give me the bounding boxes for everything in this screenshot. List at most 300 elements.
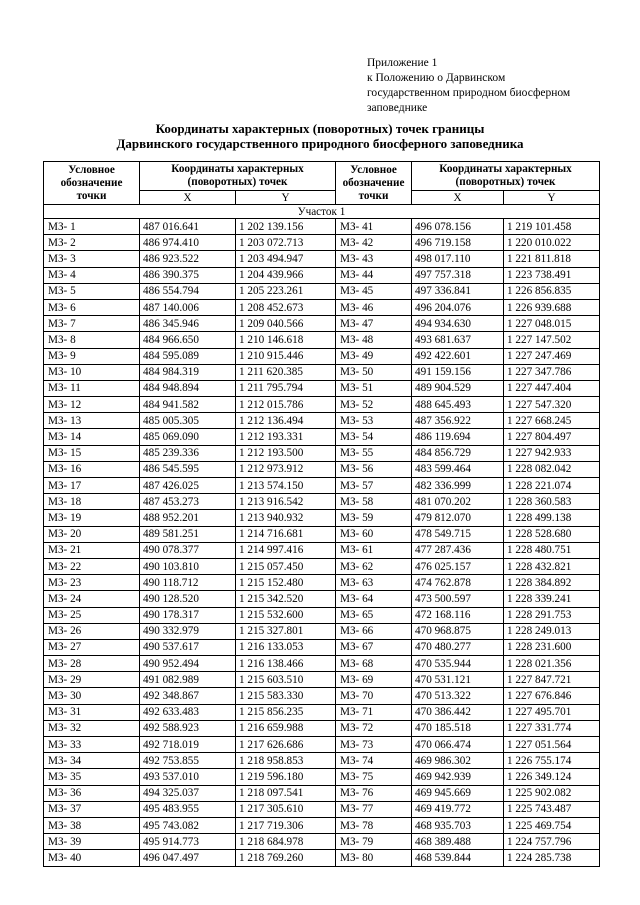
- x-value-left: 485 005.305: [140, 413, 236, 429]
- point-label-left: МЗ- 22: [44, 558, 140, 574]
- point-label-right: МЗ- 48: [336, 332, 412, 348]
- y-value-left: 1 212 193.331: [236, 429, 336, 445]
- table-row: [44, 753, 600, 769]
- section-label: Участок 1: [44, 205, 600, 219]
- y-value-right: 1 228 231.600: [504, 639, 600, 655]
- point-label-right: МЗ- 73: [336, 737, 412, 753]
- y-value-right: 1 228 249.013: [504, 623, 600, 639]
- x-value-left: 492 753.855: [140, 753, 236, 769]
- y-value-right: 1 228 082.042: [504, 461, 600, 477]
- point-label-right: МЗ- 67: [336, 639, 412, 655]
- point-label-right: МЗ- 43: [336, 251, 412, 267]
- y-value-left: 1 215 342.520: [236, 591, 336, 607]
- point-label-left: МЗ- 38: [44, 817, 140, 833]
- point-label-right: МЗ- 49: [336, 348, 412, 364]
- y-value-left: 1 214 997.416: [236, 542, 336, 558]
- point-label-left: МЗ- 36: [44, 785, 140, 801]
- point-label-left: МЗ- 25: [44, 607, 140, 623]
- table-row: [44, 737, 600, 753]
- point-label-right: МЗ- 72: [336, 720, 412, 736]
- y-value-right: 1 228 384.892: [504, 575, 600, 591]
- table-row: [44, 785, 600, 801]
- x-value-right: 498 017.110: [412, 251, 504, 267]
- y-value-left: 1 205 223.261: [236, 283, 336, 299]
- x-value-right: 496 719.158: [412, 235, 504, 251]
- y-value-left: 1 213 916.542: [236, 494, 336, 510]
- table-row: [44, 429, 600, 445]
- header-y-left: Y: [236, 191, 336, 205]
- point-label-left: МЗ- 12: [44, 397, 140, 413]
- x-value-left: 492 348.867: [140, 688, 236, 704]
- x-value-left: 490 178.317: [140, 607, 236, 623]
- header-coords-line2: (поворотных) точек: [187, 176, 288, 188]
- point-label-left: МЗ- 33: [44, 737, 140, 753]
- point-label-left: МЗ- 10: [44, 364, 140, 380]
- table-row: [44, 801, 600, 817]
- x-value-right: 489 904.529: [412, 380, 504, 396]
- appendix-note: [367, 56, 627, 116]
- table-row: [44, 413, 600, 429]
- title-line-1: Координаты характерных (поворотных) точек границы: [155, 121, 485, 136]
- point-label-right: МЗ- 55: [336, 445, 412, 461]
- point-label-left: МЗ- 21: [44, 542, 140, 558]
- x-value-right: 481 070.202: [412, 494, 504, 510]
- x-value-left: 490 103.810: [140, 558, 236, 574]
- point-label-right: МЗ- 68: [336, 656, 412, 672]
- x-value-left: 490 952.494: [140, 656, 236, 672]
- y-value-right: 1 227 147.502: [504, 332, 600, 348]
- header-point-left: [44, 162, 140, 205]
- y-value-left: 1 215 057.450: [236, 558, 336, 574]
- point-label-left: МЗ- 37: [44, 801, 140, 817]
- y-value-right: 1 227 676.846: [504, 688, 600, 704]
- x-value-right: 477 287.436: [412, 542, 504, 558]
- point-label-right: МЗ- 50: [336, 364, 412, 380]
- x-value-left: 487 016.641: [140, 219, 236, 235]
- y-value-right: 1 225 469.754: [504, 817, 600, 833]
- x-value-right: 469 942.939: [412, 769, 504, 785]
- x-value-left: 484 984.319: [140, 364, 236, 380]
- x-value-left: 495 914.773: [140, 834, 236, 850]
- point-label-left: МЗ- 9: [44, 348, 140, 364]
- x-value-left: 494 325.037: [140, 785, 236, 801]
- table-row: [44, 332, 600, 348]
- point-label-right: МЗ- 64: [336, 591, 412, 607]
- y-value-right: 1 227 051.564: [504, 737, 600, 753]
- y-value-right: 1 228 221.074: [504, 478, 600, 494]
- point-label-left: МЗ- 39: [44, 834, 140, 850]
- point-label-right: МЗ- 60: [336, 526, 412, 542]
- point-label-right: МЗ- 66: [336, 623, 412, 639]
- point-label-right: МЗ- 41: [336, 219, 412, 235]
- table-row: [44, 251, 600, 267]
- x-value-right: 470 513.322: [412, 688, 504, 704]
- x-value-right: 468 935.703: [412, 817, 504, 833]
- point-label-left: МЗ- 18: [44, 494, 140, 510]
- x-value-left: 484 941.582: [140, 397, 236, 413]
- x-value-right: 470 480.277: [412, 639, 504, 655]
- y-value-right: 1 228 339.241: [504, 591, 600, 607]
- point-label-left: МЗ- 29: [44, 672, 140, 688]
- point-label-right: МЗ- 45: [336, 283, 412, 299]
- x-value-left: 484 966.650: [140, 332, 236, 348]
- x-value-right: 488 645.493: [412, 397, 504, 413]
- table-row: [44, 623, 600, 639]
- y-value-right: 1 225 743.487: [504, 801, 600, 817]
- point-label-right: МЗ- 63: [336, 575, 412, 591]
- point-label-right: МЗ- 71: [336, 704, 412, 720]
- appendix-line: Приложение 1: [367, 57, 438, 69]
- section-row: [44, 205, 600, 219]
- x-value-right: 494 934.630: [412, 316, 504, 332]
- table-row: [44, 639, 600, 655]
- y-value-left: 1 203 072.713: [236, 235, 336, 251]
- table-row: [44, 348, 600, 364]
- x-value-left: 490 332.979: [140, 623, 236, 639]
- point-label-left: МЗ- 1: [44, 219, 140, 235]
- point-label-right: МЗ- 77: [336, 801, 412, 817]
- x-value-right: 484 856.729: [412, 445, 504, 461]
- x-value-left: 486 554.794: [140, 283, 236, 299]
- table-row: [44, 478, 600, 494]
- point-label-right: МЗ- 78: [336, 817, 412, 833]
- y-value-right: 1 219 101.458: [504, 219, 600, 235]
- y-value-right: 1 227 447.404: [504, 380, 600, 396]
- y-value-right: 1 221 811.818: [504, 251, 600, 267]
- point-label-right: МЗ- 65: [336, 607, 412, 623]
- table-row: [44, 575, 600, 591]
- x-value-left: 492 718.019: [140, 737, 236, 753]
- point-label-right: МЗ- 76: [336, 785, 412, 801]
- x-value-left: 486 545.595: [140, 461, 236, 477]
- point-label-right: МЗ- 44: [336, 267, 412, 283]
- header-coords-line2: (поворотных) точек: [455, 176, 556, 188]
- y-value-left: 1 212 136.494: [236, 413, 336, 429]
- header-point-line3: точки: [358, 189, 389, 202]
- table-row: [44, 834, 600, 850]
- x-value-left: 486 974.410: [140, 235, 236, 251]
- x-value-right: 497 757.318: [412, 267, 504, 283]
- x-value-right: 483 599.464: [412, 461, 504, 477]
- y-value-right: 1 227 347.786: [504, 364, 600, 380]
- x-value-right: 470 386.442: [412, 704, 504, 720]
- table-row: [44, 510, 600, 526]
- coordinates-table: [43, 161, 600, 867]
- y-value-right: 1 226 939.688: [504, 299, 600, 315]
- point-label-left: МЗ- 7: [44, 316, 140, 332]
- point-label-left: МЗ- 26: [44, 623, 140, 639]
- x-value-right: 493 681.637: [412, 332, 504, 348]
- x-value-right: 492 422.601: [412, 348, 504, 364]
- point-label-left: МЗ- 3: [44, 251, 140, 267]
- y-value-left: 1 212 973.912: [236, 461, 336, 477]
- x-value-right: 482 336.999: [412, 478, 504, 494]
- table-row: [44, 283, 600, 299]
- point-label-right: МЗ- 70: [336, 688, 412, 704]
- point-label-left: МЗ- 32: [44, 720, 140, 736]
- y-value-left: 1 218 097.541: [236, 785, 336, 801]
- x-value-right: 487 356.922: [412, 413, 504, 429]
- header-coords-line1: Координаты характерных: [171, 163, 304, 175]
- y-value-left: 1 216 138.466: [236, 656, 336, 672]
- point-label-left: МЗ- 13: [44, 413, 140, 429]
- x-value-left: 487 426.025: [140, 478, 236, 494]
- table-row: [44, 688, 600, 704]
- point-label-right: МЗ- 53: [336, 413, 412, 429]
- point-label-right: МЗ- 42: [336, 235, 412, 251]
- x-value-right: 476 025.157: [412, 558, 504, 574]
- y-value-right: 1 227 048.015: [504, 316, 600, 332]
- header-x-left: X: [140, 191, 236, 205]
- y-value-left: 1 202 139.156: [236, 219, 336, 235]
- x-value-left: 492 633.483: [140, 704, 236, 720]
- point-label-left: МЗ- 24: [44, 591, 140, 607]
- x-value-right: 496 204.076: [412, 299, 504, 315]
- table-row: [44, 445, 600, 461]
- y-value-right: 1 228 432.821: [504, 558, 600, 574]
- x-value-right: 478 549.715: [412, 526, 504, 542]
- y-value-left: 1 218 684.978: [236, 834, 336, 850]
- y-value-left: 1 210 146.618: [236, 332, 336, 348]
- header-point-line3: точки: [76, 189, 107, 202]
- x-value-left: 484 595.089: [140, 348, 236, 364]
- y-value-right: 1 226 856.835: [504, 283, 600, 299]
- y-value-left: 1 215 327.801: [236, 623, 336, 639]
- point-label-left: МЗ- 31: [44, 704, 140, 720]
- header-point-line1: Условное: [68, 163, 115, 176]
- header-point-line2: обозначение: [342, 176, 405, 189]
- point-label-left: МЗ- 14: [44, 429, 140, 445]
- table-row: [44, 656, 600, 672]
- y-value-left: 1 216 133.053: [236, 639, 336, 655]
- point-label-right: МЗ- 46: [336, 299, 412, 315]
- appendix-line: к Положению о Дарвинском: [367, 72, 506, 84]
- x-value-left: 495 483.955: [140, 801, 236, 817]
- x-value-left: 486 345.946: [140, 316, 236, 332]
- y-value-right: 1 227 668.245: [504, 413, 600, 429]
- point-label-right: МЗ- 61: [336, 542, 412, 558]
- x-value-left: 485 069.090: [140, 429, 236, 445]
- point-label-left: МЗ- 35: [44, 769, 140, 785]
- table-row: [44, 397, 600, 413]
- x-value-left: 485 239.336: [140, 445, 236, 461]
- point-label-left: МЗ- 15: [44, 445, 140, 461]
- header-point-right: [336, 162, 412, 205]
- point-label-left: МЗ- 8: [44, 332, 140, 348]
- x-value-right: 472 168.116: [412, 607, 504, 623]
- point-label-left: МЗ- 16: [44, 461, 140, 477]
- y-value-right: 1 228 528.680: [504, 526, 600, 542]
- header-coords-line1: Координаты характерных: [439, 163, 572, 175]
- table-body: [44, 205, 600, 867]
- y-value-left: 1 211 795.794: [236, 380, 336, 396]
- point-label-left: МЗ- 23: [44, 575, 140, 591]
- table-row: [44, 461, 600, 477]
- point-label-left: МЗ- 19: [44, 510, 140, 526]
- x-value-right: 479 812.070: [412, 510, 504, 526]
- table-row: [44, 299, 600, 315]
- y-value-left: 1 211 620.385: [236, 364, 336, 380]
- y-value-right: 1 226 349.124: [504, 769, 600, 785]
- y-value-left: 1 216 659.988: [236, 720, 336, 736]
- table-row: [44, 607, 600, 623]
- point-label-right: МЗ- 74: [336, 753, 412, 769]
- x-value-left: 492 588.923: [140, 720, 236, 736]
- x-value-right: 486 119.694: [412, 429, 504, 445]
- x-value-right: 470 968.875: [412, 623, 504, 639]
- point-label-right: МЗ- 57: [336, 478, 412, 494]
- y-value-left: 1 215 583.330: [236, 688, 336, 704]
- y-value-right: 1 228 021.356: [504, 656, 600, 672]
- point-label-left: МЗ- 40: [44, 850, 140, 866]
- y-value-right: 1 224 285.738: [504, 850, 600, 866]
- y-value-right: 1 226 755.174: [504, 753, 600, 769]
- table-row: [44, 219, 600, 235]
- y-value-left: 1 212 015.786: [236, 397, 336, 413]
- x-value-left: 491 082.989: [140, 672, 236, 688]
- table-row: [44, 817, 600, 833]
- y-value-right: 1 227 547.320: [504, 397, 600, 413]
- point-label-right: МЗ- 56: [336, 461, 412, 477]
- point-label-right: МЗ- 51: [336, 380, 412, 396]
- table-row: [44, 720, 600, 736]
- x-value-left: 486 923.522: [140, 251, 236, 267]
- y-value-right: 1 228 291.753: [504, 607, 600, 623]
- x-value-left: 487 453.273: [140, 494, 236, 510]
- x-value-right: 491 159.156: [412, 364, 504, 380]
- x-value-left: 495 743.082: [140, 817, 236, 833]
- y-value-left: 1 217 626.686: [236, 737, 336, 753]
- y-value-left: 1 217 305.610: [236, 801, 336, 817]
- point-label-right: МЗ- 54: [336, 429, 412, 445]
- y-value-right: 1 228 499.138: [504, 510, 600, 526]
- table-row: [44, 558, 600, 574]
- y-value-right: 1 223 738.491: [504, 267, 600, 283]
- x-value-right: 474 762.878: [412, 575, 504, 591]
- point-label-left: МЗ- 28: [44, 656, 140, 672]
- table-row: [44, 591, 600, 607]
- x-value-right: 469 986.302: [412, 753, 504, 769]
- table-row: [44, 380, 600, 396]
- header-point-line2: обозначение: [60, 176, 123, 189]
- table-row: [44, 316, 600, 332]
- point-label-left: МЗ- 6: [44, 299, 140, 315]
- table-row: [44, 672, 600, 688]
- x-value-right: 473 500.597: [412, 591, 504, 607]
- y-value-left: 1 209 040.566: [236, 316, 336, 332]
- point-label-left: МЗ- 5: [44, 283, 140, 299]
- point-label-left: МЗ- 2: [44, 235, 140, 251]
- x-value-right: 469 945.669: [412, 785, 504, 801]
- point-label-left: МЗ- 20: [44, 526, 140, 542]
- x-value-left: 490 537.617: [140, 639, 236, 655]
- appendix-line: заповеднике: [367, 102, 428, 114]
- point-label-right: МЗ- 47: [336, 316, 412, 332]
- y-value-left: 1 204 439.966: [236, 267, 336, 283]
- table-row: [44, 704, 600, 720]
- x-value-left: 490 078.377: [140, 542, 236, 558]
- y-value-right: 1 225 902.082: [504, 785, 600, 801]
- title-line-2: Дарвинского государственного природного биосферного заповедника: [116, 136, 524, 151]
- table-row: [44, 494, 600, 510]
- point-label-right: МЗ- 52: [336, 397, 412, 413]
- y-value-left: 1 215 532.600: [236, 607, 336, 623]
- y-value-right: 1 227 247.469: [504, 348, 600, 364]
- y-value-left: 1 213 574.150: [236, 478, 336, 494]
- y-value-left: 1 215 856.235: [236, 704, 336, 720]
- table-row: [44, 526, 600, 542]
- x-value-left: 496 047.497: [140, 850, 236, 866]
- x-value-right: 496 078.156: [412, 219, 504, 235]
- x-value-right: 470 066.474: [412, 737, 504, 753]
- x-value-right: 497 336.841: [412, 283, 504, 299]
- header-coords-right: [412, 162, 600, 191]
- point-label-right: МЗ- 80: [336, 850, 412, 866]
- point-label-right: МЗ- 69: [336, 672, 412, 688]
- point-label-right: МЗ- 75: [336, 769, 412, 785]
- y-value-left: 1 213 940.932: [236, 510, 336, 526]
- x-value-left: 488 952.201: [140, 510, 236, 526]
- y-value-right: 1 220 010.022: [504, 235, 600, 251]
- table-row: [44, 267, 600, 283]
- y-value-left: 1 218 958.853: [236, 753, 336, 769]
- point-label-left: МЗ- 30: [44, 688, 140, 704]
- table-row: [44, 850, 600, 866]
- point-label-left: МЗ- 4: [44, 267, 140, 283]
- y-value-right: 1 227 804.497: [504, 429, 600, 445]
- appendix-line: государственном природном биосферном: [367, 87, 571, 99]
- y-value-left: 1 208 452.673: [236, 299, 336, 315]
- x-value-left: 493 537.010: [140, 769, 236, 785]
- header-x-right: X: [412, 191, 504, 205]
- y-value-right: 1 227 495.701: [504, 704, 600, 720]
- y-value-left: 1 218 769.260: [236, 850, 336, 866]
- y-value-right: 1 228 360.583: [504, 494, 600, 510]
- table-row: [44, 769, 600, 785]
- y-value-left: 1 212 193.500: [236, 445, 336, 461]
- x-value-left: 484 948.894: [140, 380, 236, 396]
- y-value-left: 1 215 603.510: [236, 672, 336, 688]
- header-y-right: Y: [504, 191, 600, 205]
- x-value-right: 470 185.518: [412, 720, 504, 736]
- y-value-left: 1 215 152.480: [236, 575, 336, 591]
- point-label-left: МЗ- 11: [44, 380, 140, 396]
- point-label-right: МЗ- 79: [336, 834, 412, 850]
- y-value-left: 1 219 596.180: [236, 769, 336, 785]
- x-value-left: 487 140.006: [140, 299, 236, 315]
- point-label-right: МЗ- 62: [336, 558, 412, 574]
- y-value-right: 1 227 847.721: [504, 672, 600, 688]
- x-value-left: 486 390.375: [140, 267, 236, 283]
- y-value-left: 1 203 494.947: [236, 251, 336, 267]
- table-row: [44, 235, 600, 251]
- point-label-left: МЗ- 27: [44, 639, 140, 655]
- y-value-right: 1 224 757.796: [504, 834, 600, 850]
- point-label-right: МЗ- 58: [336, 494, 412, 510]
- x-value-right: 468 539.844: [412, 850, 504, 866]
- x-value-right: 469 419.772: [412, 801, 504, 817]
- y-value-right: 1 227 942.933: [504, 445, 600, 461]
- header-point-line1: Условное: [350, 163, 397, 176]
- x-value-left: 490 118.712: [140, 575, 236, 591]
- x-value-right: 468 389.488: [412, 834, 504, 850]
- table-row: [44, 542, 600, 558]
- point-label-left: МЗ- 34: [44, 753, 140, 769]
- x-value-right: 470 531.121: [412, 672, 504, 688]
- header-coords-left: [140, 162, 336, 191]
- y-value-right: 1 227 331.774: [504, 720, 600, 736]
- y-value-right: 1 228 480.751: [504, 542, 600, 558]
